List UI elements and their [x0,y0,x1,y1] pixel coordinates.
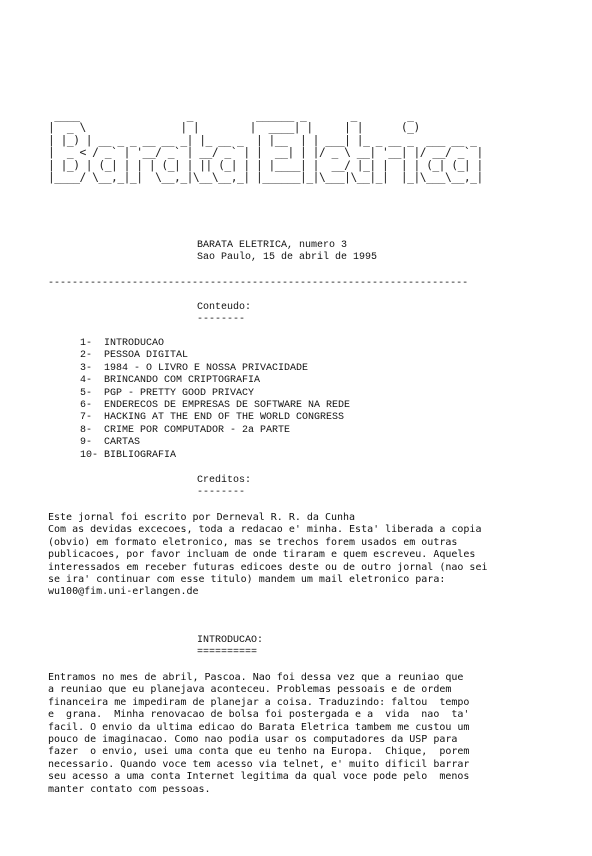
toc-item [80,375,350,387]
toc-item-number: 4- [80,375,93,387]
toc-item [80,450,350,462]
toc-item-label: PGP - PRETTY GOOD PRIVACY [104,387,255,399]
ascii-art-logo: ____ _ ______ _ _ _ | _ \ | | | ____| | | | (_) | |_) | __ _ _ __ __ _| |_ __ _ | |__ | | ___| |_ _ __ _ ___ __ _ | _ < / _` | '__/ _` | __/ _` | | __| | |/ _ \ __| '__| |/ __/ _` | | |_) | (_| | | | (_| | || (_| | | |____| | __/ |_| | | | (_| (_| | |____/ \__,_|_| \__,_|\__\__,_| |______|_|\___|\__|_| |_|\___\__,_| [48,109,483,185]
issue-date: Sao Paulo, 15 de abril de 1995 [197,252,378,263]
separator-line: ---------------------------------------------------------------------- [48,278,469,289]
toc-item-label: PESSOA DIGITAL [104,350,189,362]
contents-heading: Conteudo: [197,302,252,313]
issue-title: BARATA ELETRICA, numero 3 [197,240,348,251]
toc-item [80,388,350,400]
intro-underline: ========== [197,647,258,658]
credits-heading: Creditos: [197,475,252,486]
toc-item-number: 5- [80,387,93,399]
toc-item-label: BRINCANDO COM CRIPTOGRAFIA [104,375,261,387]
toc-item [80,338,350,350]
toc-item [80,425,350,437]
toc-item-number: 10- [80,449,99,461]
toc-item-label: INTRODUCAO [104,338,165,349]
toc-item [80,437,350,449]
toc-item-number: 6- [80,400,93,412]
toc-item-label: BIBLIOGRAFIA [104,449,177,461]
intro-heading: INTRODUCAO: [197,635,264,646]
toc-item-number: 3- [80,362,93,374]
toc-item-label: CRIME POR COMPUTADOR - 2a PARTE [104,424,291,436]
contents-underline: -------- [197,314,246,325]
toc-item-label: HACKING AT THE END OF THE WORLD CONGRESS [104,412,345,424]
toc-item [80,400,350,412]
toc-item [80,350,350,362]
intro-text: Entramos no mes de abril, Pascoa. Nao foi dessa vez que a reuniao que a reuniao que eu planejava aconteceu. Problemas pessoais e de ordem financeira me impediram de planejar a coisa. Traduzindo: faltou tempo e grana. Minha renovacao de bolsa foi postergada e a vida nao ta' facil. O envio da ultima edicao do Barata Eletrica tambem me custou um pouco de imaginacao. Como nao podia usar os computadores da USP para fazer o envio, usei uma conta que eu tenho na Europa. Chique, porem necessario. Quando voce tem acesso via telnet, e' muito dificil barrar seu acesso a uma conta Internet legitima da qual voce pode pelo menos manter contato com pessoas. [48,672,470,795]
toc-item-number: 2- [80,350,93,362]
toc-item-number: 8- [80,424,93,436]
toc-item-number: 9- [80,437,93,449]
toc-item-number: 7- [80,412,93,424]
toc-item [80,412,350,424]
toc-item-label: ENDERECOS DE EMPRESAS DE SOFTWARE NA REDE [104,400,351,412]
table-of-contents [80,338,350,462]
credits-text: Este jornal foi escrito por Derneval R. R. da Cunha Com as devidas excecoes, toda a redacao e' minha. Esta' liberada a copia (obvio) em formato eletronico, mas se trechos forem usados em outras publicacoes, por favor incluam de onde tiraram e quem escreveu. Aqueles interessados em receber futuras edicoes deste ou de outro jornal (nao sei se ira' continuar com esse titulo) mandem um mail eletronico para: wu100@fim.uni-erlangen.de [48,512,488,598]
credits-underline: -------- [197,487,246,498]
toc-item-label: CARTAS [104,437,141,449]
toc-item-label: 1984 - O LIVRO E NOSSA PRIVACIDADE [104,362,309,374]
toc-item-number: 1- [80,338,93,349]
toc-item [80,363,350,375]
